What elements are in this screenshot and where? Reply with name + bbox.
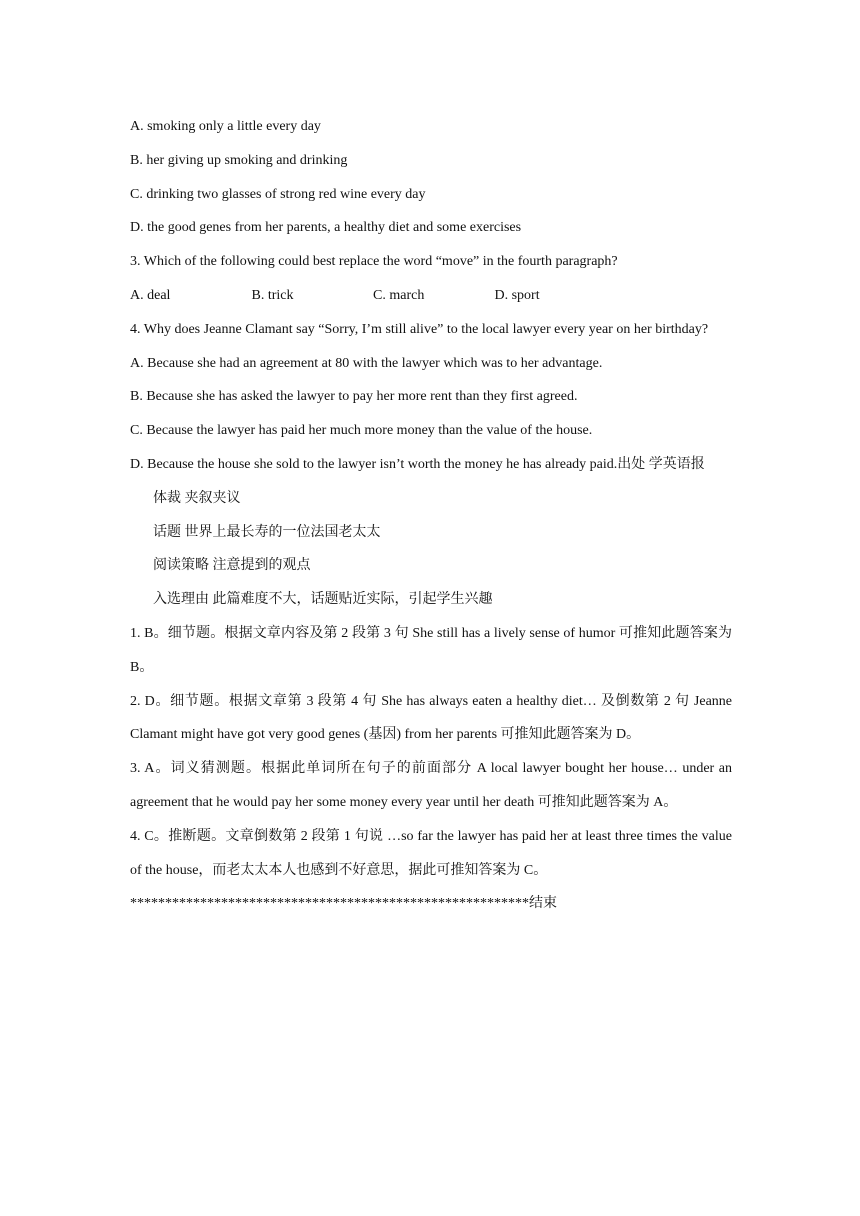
end-marker: *********************************************************结束: [130, 896, 557, 912]
q3-stem: 3. Which of the following could best replace the word “move” in the fourth paragraph?: [130, 254, 618, 270]
q4-option-b: B. Because she has asked the lawyer to pay her more rent than they first agreed.: [130, 389, 578, 405]
topic-note: 话题 世界上最长寿的一位法国老太太: [153, 524, 381, 540]
q3-option-b: B. trick: [251, 287, 294, 303]
answer-3: 3. A。词义猜测题。根据此单词所在句子的前面部分 A local lawyer bought her house… under an agreement that he would pay her some money every year until her death 可推知此题答案为 A。: [130, 761, 732, 810]
strategy-note: 阅读策略 注意提到的观点: [153, 558, 311, 574]
reason-note: 入选理由 此篇难度不大，话题贴近实际，引起学生兴趣: [153, 592, 493, 608]
genre-note: 体裁 夹叙夹议: [153, 490, 241, 506]
q3-option-d: D. sport: [494, 287, 540, 303]
answer-1: 1. B。细节题。根据文章内容及第 2 段第 3 句 She still has a lively sense of humor 可推知此题答案为 B。: [130, 625, 732, 675]
answer-2: 2. D。细节题。根据文章第 3 段第 4 句 She has always eaten a healthy diet… 及倒数第 2 句 Jeanne Clamant might have got very good genes (基因) from her parents 可推知此题答案为 D。: [130, 693, 732, 743]
q1-option-c: C. drinking two glasses of strong red wine every day: [130, 186, 426, 202]
q3-option-a: A. deal: [130, 287, 171, 303]
q1-option-a: A. smoking only a little every day: [130, 119, 321, 134]
q3-options: [130, 279, 732, 313]
q4-option-a: A. Because she had an agreement at 80 with the lawyer which was to her advantage.: [130, 355, 603, 371]
document-body: [130, 110, 732, 921]
answer-4: 4. C。推断题。文章倒数第 2 段第 1 句说 …so far the lawyer has paid her at least three times the value of the house，而老太太本人也感到不好意思，据此可推知答案为 C。: [130, 828, 732, 878]
q4-option-d: D. Because the house she sold to the lawyer isn’t worth the money he has already paid.出处 学英语报: [130, 456, 705, 472]
q3-option-c: C. march: [373, 287, 425, 303]
q4-stem: 4. Why does Jeanne Clamant say “Sorry, I’m still alive” to the local lawyer every year on her birthday?: [130, 321, 709, 337]
q1-option-b: B. her giving up smoking and drinking: [130, 152, 348, 168]
q1-option-d: D. the good genes from her parents, a healthy diet and some exercises: [130, 220, 522, 236]
q4-option-c: C. Because the lawyer has paid her much more money than the value of the house.: [130, 423, 593, 439]
